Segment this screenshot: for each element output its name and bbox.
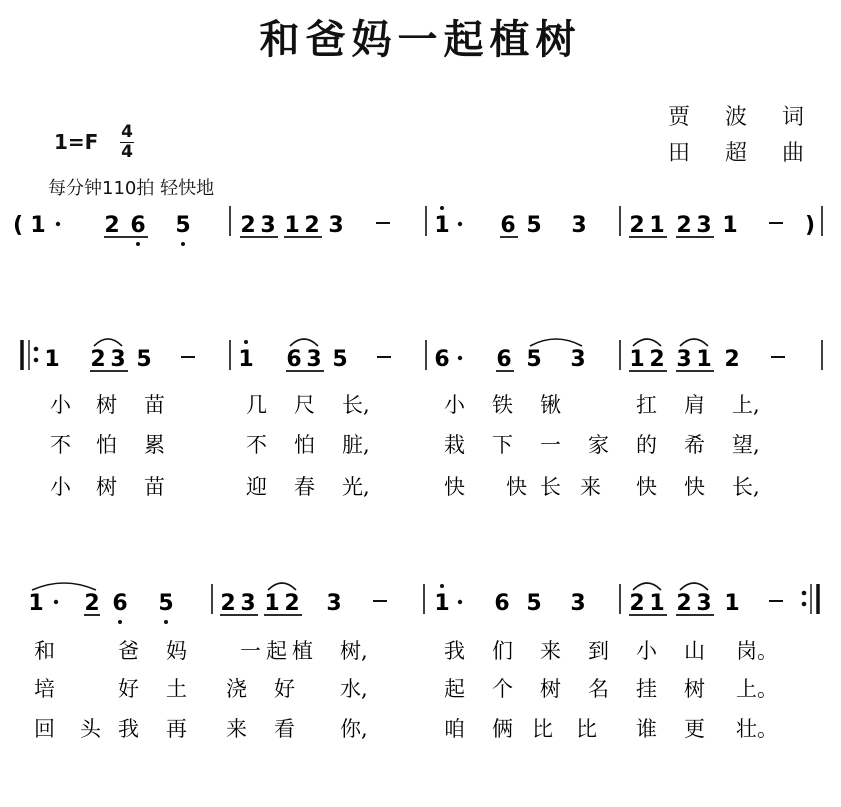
key-signature: 1=F <box>54 130 99 154</box>
note: 5 <box>136 347 152 372</box>
note: 3 <box>696 591 712 616</box>
repeat-dot <box>34 347 39 352</box>
lyric-char: 爸 <box>118 639 139 663</box>
lyric-char: 来 <box>580 475 601 499</box>
note: 5 <box>526 591 542 616</box>
lyric-char: 水, <box>340 677 368 701</box>
song-title: 和爸妈一起植树 <box>259 16 582 63</box>
lyric-char: 长 <box>540 475 561 499</box>
note: 1 <box>434 213 450 238</box>
note: 2 <box>284 591 300 616</box>
lyric-char: 下 <box>492 433 513 457</box>
note: 3 <box>306 347 322 372</box>
note: 2 <box>304 213 320 238</box>
lyric-char: 怕 <box>96 433 117 457</box>
lyric-char: 好 <box>118 677 139 701</box>
slur <box>32 583 96 590</box>
lyric-char: 苗 <box>144 475 165 499</box>
lyric-char: 你, <box>340 717 368 741</box>
lyric-char: 快 <box>684 475 705 499</box>
note: 2 <box>240 213 256 238</box>
lyric-char: 山 <box>684 639 705 663</box>
lyric-char: 长, <box>342 393 370 417</box>
augmentation-dot <box>458 600 462 604</box>
repeat-dot <box>802 591 807 596</box>
note: 3 <box>240 591 256 616</box>
note: 6 <box>112 591 128 616</box>
octave-dot-below <box>136 242 140 246</box>
note: 2 <box>629 591 645 616</box>
lyric-char: 不 <box>246 433 267 457</box>
lyric-char: 怕 <box>294 433 315 457</box>
note: 3 <box>110 347 126 372</box>
lyric-char: 光, <box>342 475 370 499</box>
lyric-char: 小 <box>50 393 71 417</box>
lyric-char: 上, <box>732 393 760 417</box>
note: 5 <box>158 591 174 616</box>
lyric-char: 浇 <box>226 677 247 701</box>
lyric-char: 妈 <box>166 639 187 663</box>
slur <box>290 339 318 346</box>
lyric-char: 栽 <box>444 433 465 457</box>
lyric-char: 好 <box>274 677 295 701</box>
note: 6 <box>494 591 510 616</box>
slur <box>680 339 708 346</box>
lyric-char: 几 <box>246 393 267 417</box>
note: 1 <box>629 347 645 372</box>
lyric-char: 们 <box>492 639 513 663</box>
note: 2 <box>676 591 692 616</box>
lyric-char: 咱 <box>444 717 465 741</box>
lyric-char: 比 <box>576 717 597 741</box>
octave-dot-above <box>440 584 444 588</box>
note: 2 <box>629 213 645 238</box>
lyric-char: 和 <box>34 639 55 663</box>
octave-dot-above <box>244 340 248 344</box>
note: 1 <box>284 213 300 238</box>
lyricist-credit: 贾 波 词 <box>668 105 818 130</box>
lyric-char: 脏, <box>342 433 370 457</box>
lyric-char: 回 <box>34 717 55 741</box>
lyric-char: 名 <box>588 677 609 701</box>
close-parenthesis: ) <box>804 213 816 238</box>
slur <box>268 583 296 590</box>
lyric-char: 我 <box>118 717 139 741</box>
note: 3 <box>260 213 276 238</box>
lyric-char: 树 <box>96 393 117 417</box>
slur <box>94 339 122 346</box>
octave-dot-below <box>164 620 168 624</box>
lyric-char: 壮。 <box>736 717 778 741</box>
note: 2 <box>104 213 120 238</box>
lyric-char: 来 <box>540 639 561 663</box>
augmentation-dot <box>56 222 60 226</box>
lyric-char: 锹 <box>540 393 561 417</box>
note: 1 <box>30 213 46 238</box>
lyric-char: 看 <box>274 717 295 741</box>
composer-credit: 田 超 曲 <box>668 141 818 166</box>
lyric-char: 更 <box>684 717 705 741</box>
slur <box>680 583 708 590</box>
note: 2 <box>649 347 665 372</box>
octave-dot-above <box>440 206 444 210</box>
repeat-dot <box>34 358 39 363</box>
lyric-char: 小 <box>636 639 657 663</box>
note: 3 <box>676 347 692 372</box>
lyric-char: 快 <box>444 475 465 499</box>
note: 3 <box>570 591 586 616</box>
lyric-char: 迎 <box>246 475 267 499</box>
slur <box>530 339 582 346</box>
note: 1 <box>696 347 712 372</box>
lyric-char: 希 <box>684 433 705 457</box>
lyric-char: 不 <box>50 433 71 457</box>
open-parenthesis: ( <box>12 213 24 238</box>
note: 1 <box>434 591 450 616</box>
note: 2 <box>220 591 236 616</box>
tempo-marking: 每分钟110拍 轻快地 <box>48 178 215 199</box>
note: 3 <box>328 213 344 238</box>
slur <box>633 583 661 590</box>
note: 6 <box>434 347 450 372</box>
lyric-char: 快 <box>636 475 657 499</box>
lyric-char: 树 <box>540 677 561 701</box>
note: 1 <box>28 591 44 616</box>
lyric-char: 小 <box>444 393 465 417</box>
note: 3 <box>570 347 586 372</box>
lyric-char: 春 <box>294 475 315 499</box>
note: 6 <box>130 213 146 238</box>
time-signature-top: 4 <box>121 122 133 142</box>
note: 3 <box>571 213 587 238</box>
note: 5 <box>175 213 191 238</box>
lyric-char: 家 <box>588 433 609 457</box>
lyric-char: 头 <box>80 717 101 741</box>
repeat-dot <box>802 602 807 607</box>
lyric-char: 上。 <box>736 677 778 701</box>
lyric-char: 土 <box>166 677 187 701</box>
note: 2 <box>84 591 100 616</box>
augmentation-dot <box>54 600 58 604</box>
note: 1 <box>649 213 665 238</box>
lyric-char: 快 <box>506 475 527 499</box>
lyric-char: 累 <box>144 433 165 457</box>
lyric-char: 到 <box>588 639 609 663</box>
lyric-char: 俩 <box>492 717 513 741</box>
note: 6 <box>500 213 516 238</box>
note: 6 <box>286 347 302 372</box>
note: 6 <box>496 347 512 372</box>
lyric-char: 起 <box>444 677 465 701</box>
lyric-char: 的 <box>636 433 657 457</box>
octave-dot-below <box>118 620 122 624</box>
lyric-char: 再 <box>166 717 187 741</box>
note: 1 <box>44 347 60 372</box>
lyric-char: 扛 <box>636 393 657 417</box>
note: 5 <box>526 213 542 238</box>
lyric-char: 一 <box>540 433 561 457</box>
augmentation-dot <box>458 222 462 226</box>
lyric-char: 植 <box>292 639 313 663</box>
lyric-char: 树, <box>340 639 368 663</box>
note: 2 <box>90 347 106 372</box>
lyric-char: 比 <box>532 717 553 741</box>
note: 3 <box>326 591 342 616</box>
slur <box>633 339 661 346</box>
lyric-char: 来 <box>226 717 247 741</box>
lyric-char: 树 <box>96 475 117 499</box>
lyric-char: 望, <box>732 433 760 457</box>
note: 5 <box>332 347 348 372</box>
note: 5 <box>526 347 542 372</box>
note: 1 <box>264 591 280 616</box>
lyric-char: 苗 <box>144 393 165 417</box>
lyric-char: 树 <box>684 677 705 701</box>
lyric-char: 我 <box>444 639 465 663</box>
note: 1 <box>238 347 254 372</box>
lyric-char: 一 <box>240 639 261 663</box>
note: 1 <box>649 591 665 616</box>
note: 2 <box>676 213 692 238</box>
lyric-char: 谁 <box>636 717 657 741</box>
lyric-char: 挂 <box>636 677 657 701</box>
note: 3 <box>696 213 712 238</box>
lyric-char: 个 <box>492 677 513 701</box>
note: 1 <box>722 213 738 238</box>
augmentation-dot <box>458 356 462 360</box>
note: 2 <box>724 347 740 372</box>
time-signature-bottom: 4 <box>121 142 133 162</box>
lyric-char: 岗。 <box>736 639 778 663</box>
lyric-char: 长, <box>732 475 760 499</box>
lyric-char: 铁 <box>492 393 513 417</box>
lyric-char: 肩 <box>684 393 705 417</box>
lyric-char: 起 <box>266 639 287 663</box>
octave-dot-below <box>181 242 185 246</box>
lyric-char: 培 <box>34 677 55 701</box>
note: 1 <box>724 591 740 616</box>
lyric-char: 小 <box>50 475 71 499</box>
lyric-char: 尺 <box>294 393 315 417</box>
